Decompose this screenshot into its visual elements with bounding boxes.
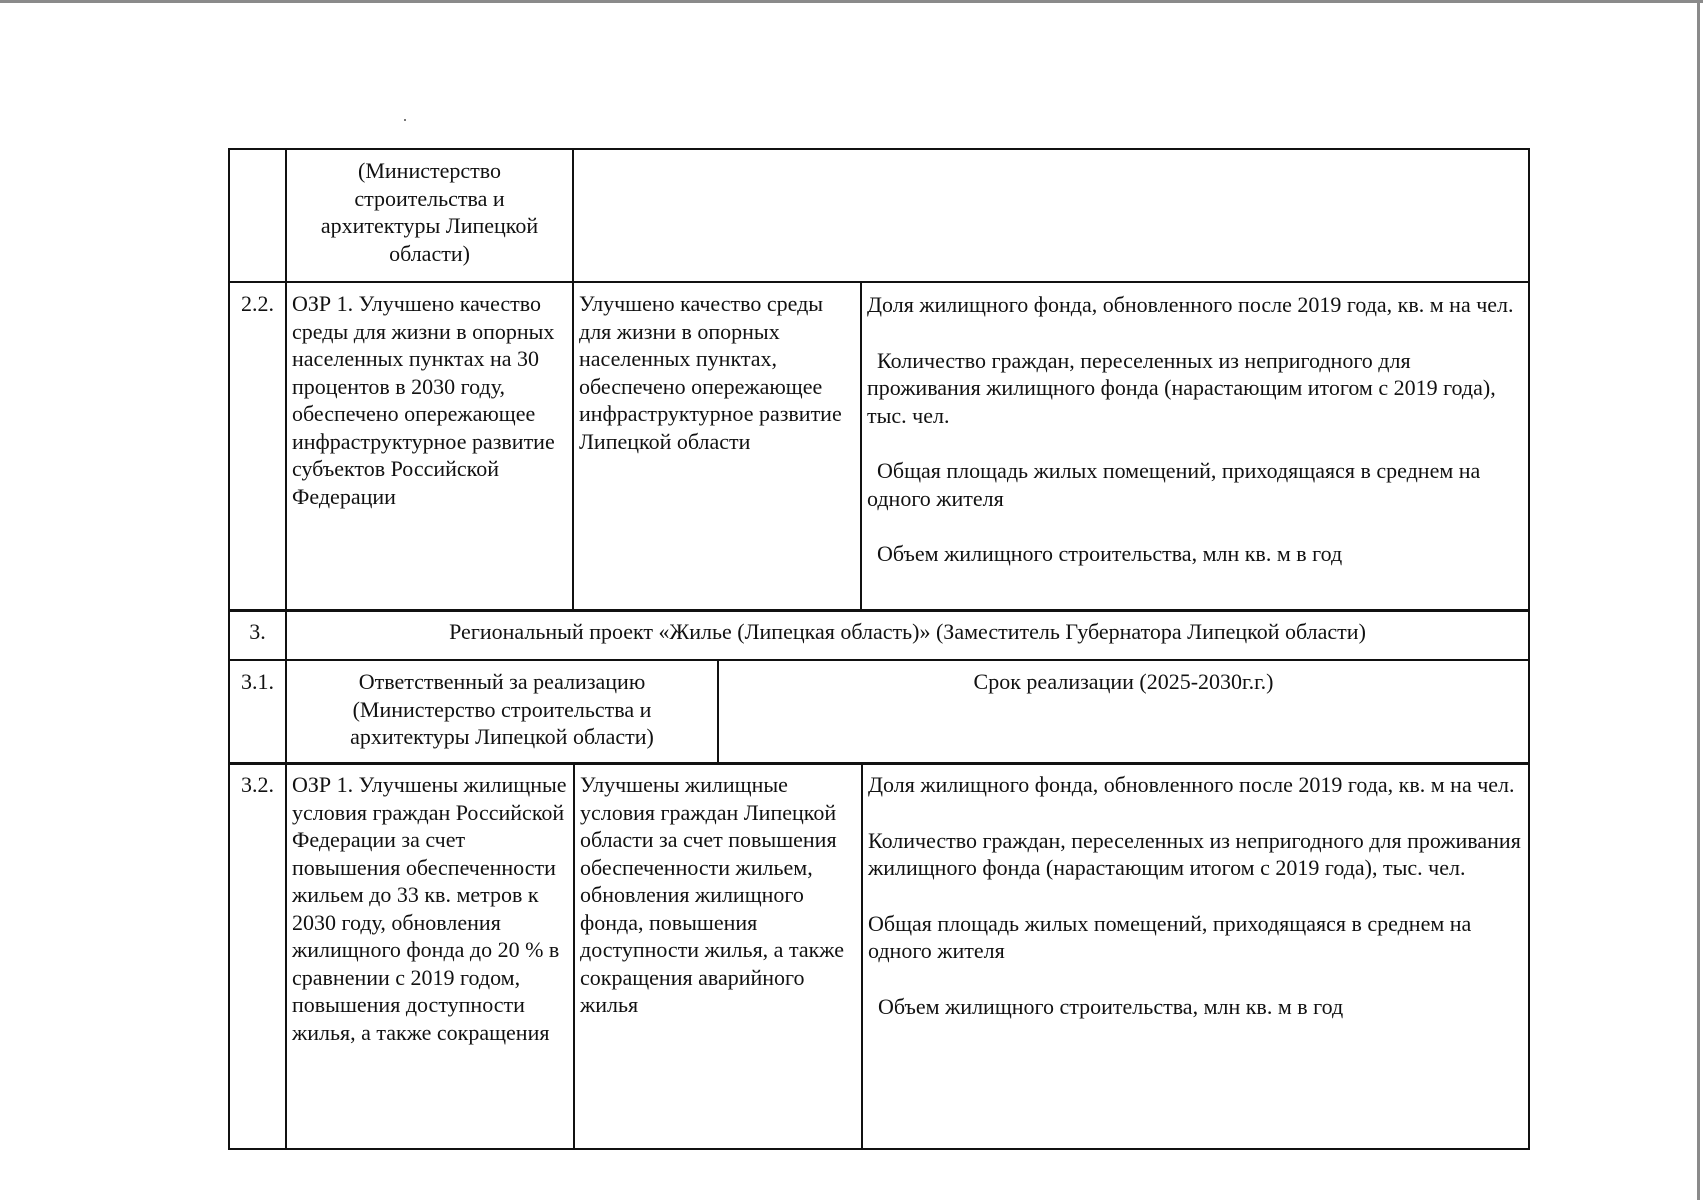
indicator-item: Общая площадь жилых помещений, приходящаяся в среднем на одного жителя bbox=[867, 458, 1481, 511]
result-cell: Улучшено качество среды для жизни в опорных населенных пунктах, обеспечено опережающее инфраструктурное развитие Липецкой области bbox=[573, 282, 861, 611]
period-cell: Срок реализации (2025-2030г.г.) bbox=[718, 660, 1529, 764]
scan-edge-top bbox=[0, 0, 1703, 3]
empty-cell bbox=[573, 149, 1529, 282]
indicator-item: Объем жилищного строительства, млн кв. м в год bbox=[877, 541, 1343, 566]
goal-cell: ОЗР 1. Улучшены жилищные условия граждан Российской Федерации за счет повышения обеспеченности жильем до 33 кв. метров к 2030 году, обновления жилищного фонда до 20 % в сравнении с 2019 годом, повышения доступности жилья, а также сокращения bbox=[286, 763, 574, 1149]
table-goals-2 bbox=[228, 148, 1530, 612]
row-number-cell: 3. bbox=[229, 610, 286, 660]
table-goals-3 bbox=[228, 762, 1530, 1150]
responsible-cell: Ответственный за реализацию (Министерство строительства и архитектуры Липецкой области) bbox=[286, 660, 718, 764]
indicator-item: Общая площадь жилых помещений, приходящаяся в среднем на одного жителя bbox=[868, 910, 1472, 963]
project-title-cell: Региональный проект «Жилье (Липецкая область)» (Заместитель Губернатора Липецкой области) bbox=[286, 610, 1529, 660]
result-cell: Улучшены жилищные условия граждан Липецкой области за счет повышения обеспеченности жильем, обновления жилищного фонда, повышения доступности жилья, а также сокращения аварийного жилья bbox=[574, 763, 862, 1149]
indicators-cell bbox=[861, 282, 1529, 611]
table-project-title bbox=[228, 609, 1530, 661]
table-project-meta bbox=[228, 659, 1530, 765]
row-number-cell: 3.1. bbox=[229, 660, 286, 764]
indicator-item: Доля жилищного фонда, обновленного после 2019 года, кв. м на чел. bbox=[868, 772, 1515, 797]
scan-edge-right bbox=[1697, 0, 1700, 1200]
indicators-cell bbox=[862, 763, 1529, 1149]
table-row-3-1 bbox=[229, 660, 1529, 764]
row-number-cell bbox=[229, 149, 286, 282]
responsible-cell: (Министерство строительства и архитектуры Липецкой области) bbox=[286, 149, 573, 282]
goal-cell: ОЗР 1. Улучшено качество среды для жизни в опорных населенных пунктах на 30 процентов в 2030 году, обеспечено опережающее инфраструктурное развитие субъектов Российской Федерации bbox=[286, 282, 573, 611]
indicator-item: Доля жилищного фонда, обновленного после 2019 года, кв. м на чел. bbox=[867, 292, 1514, 317]
table-row-3-2 bbox=[229, 763, 1529, 1149]
table-row-2-2 bbox=[229, 282, 1529, 611]
row-number-cell: 2.2. bbox=[229, 282, 286, 611]
row-number-cell: 3.2. bbox=[229, 763, 286, 1149]
indicator-item: Объем жилищного строительства, млн кв. м в год bbox=[878, 993, 1344, 1019]
table-row-responsible bbox=[229, 149, 1529, 282]
indicator-item: Количество граждан, переселенных из непригодного для проживания жилищного фонда (нарастающим итогом с 2019 года), тыс. чел. bbox=[868, 827, 1521, 880]
indicator-item: Количество граждан, переселенных из непригодного для проживания жилищного фонда (нарастающим итогом с 2019 года), тыс. чел. bbox=[867, 347, 1496, 428]
scan-speck bbox=[404, 119, 406, 121]
table-row-3 bbox=[229, 610, 1529, 660]
